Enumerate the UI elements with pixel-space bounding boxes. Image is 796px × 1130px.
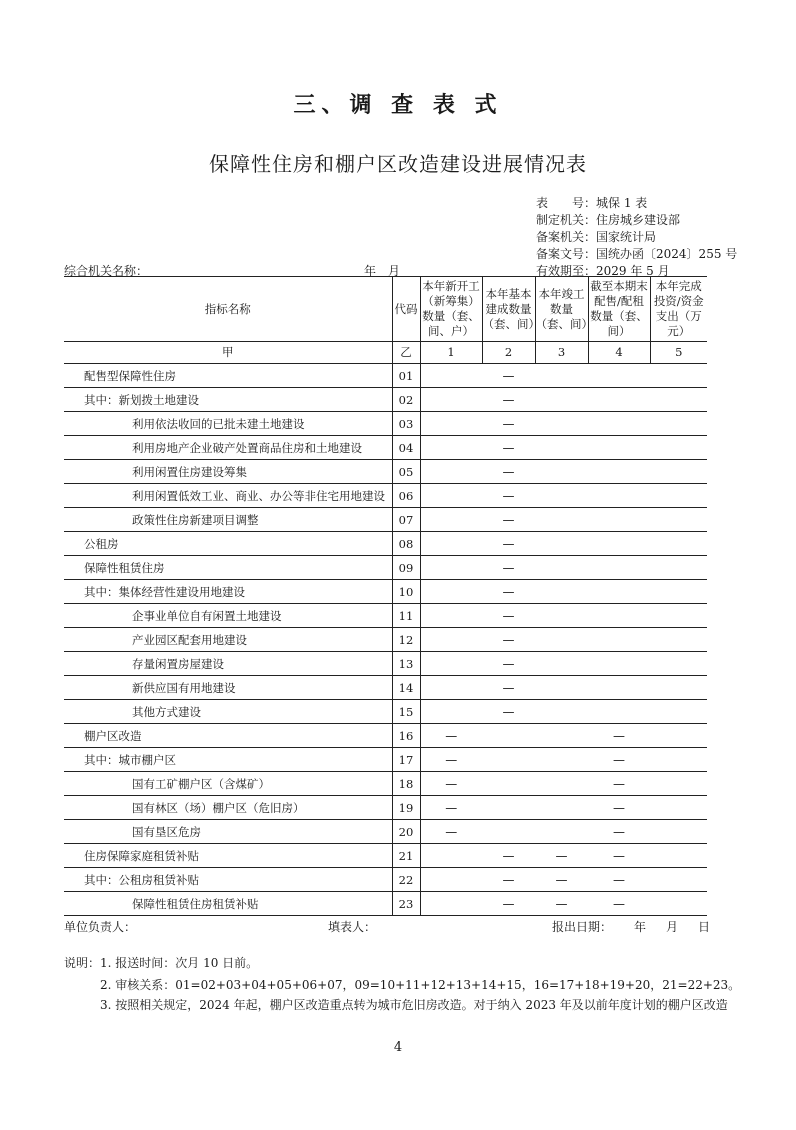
cell[interactable] [535,724,588,748]
meta-value: 国家统计局 [596,230,657,244]
cell-dash: — [482,652,535,676]
table-row [64,484,707,508]
row-code: 08 [392,532,420,556]
row-name: 公租房 [64,532,392,556]
cell-dash: — [482,604,535,628]
report-year-label: 年 [634,920,647,934]
cell-dash: — [420,820,482,844]
cell[interactable] [650,532,707,556]
cell[interactable] [535,772,588,796]
cell-dash: — [482,580,535,604]
cell-dash: — [482,412,535,436]
cell[interactable] [420,388,482,412]
cell[interactable] [535,796,588,820]
cell-dash: — [420,796,482,820]
note-2: 2. 审核关系：01=02+03+04+05+06+07，09=10+11+12+13+14+15，16=17+18+19+20，21=22+23。 [100,978,741,992]
cell[interactable] [650,460,707,484]
cell[interactable] [650,580,707,604]
table-row [64,532,707,556]
cell-dash: — [482,508,535,532]
header-col-1: 本年新开工（新筹集）数量（套、间、户） [420,277,482,342]
row-code: 10 [392,580,420,604]
index-row [64,342,707,364]
header-row [64,277,707,342]
cell[interactable] [650,868,707,892]
cell[interactable] [482,772,535,796]
row-code: 01 [392,364,420,388]
cell[interactable] [535,820,588,844]
cell[interactable] [588,580,650,604]
row-code: 17 [392,748,420,772]
cell[interactable] [535,628,588,652]
cell-dash: — [535,892,588,916]
table-row [64,892,707,916]
cell-dash: — [588,868,650,892]
cell[interactable] [650,676,707,700]
cell[interactable] [650,820,707,844]
cell[interactable] [588,388,650,412]
row-code: 15 [392,700,420,724]
table-row [64,412,707,436]
header-code: 代码 [392,277,420,342]
cell[interactable] [420,844,482,868]
row-name: 棚户区改造 [64,724,392,748]
cell-dash: — [482,484,535,508]
index-cell: 乙 [392,342,420,364]
cell[interactable] [535,556,588,580]
row-code: 19 [392,796,420,820]
row-code: 03 [392,412,420,436]
table-row [64,556,707,580]
header-col-3: 本年竣工数量（套、间） [535,277,588,342]
cell-dash: — [588,724,650,748]
table-row [64,436,707,460]
cell[interactable] [650,628,707,652]
table-row [64,364,707,388]
cell-dash: — [535,844,588,868]
cell-dash: — [482,892,535,916]
row-name: 其中：集体经营性建设用地建设 [64,580,392,604]
row-name: 利用依法收回的已批未建土地建设 [64,412,392,436]
cell-dash: — [482,676,535,700]
row-code: 20 [392,820,420,844]
cell[interactable] [535,388,588,412]
cell[interactable] [420,460,482,484]
row-name: 其中：公租房租赁补贴 [64,868,392,892]
cell[interactable] [420,676,482,700]
cell[interactable] [650,700,707,724]
cell[interactable] [420,484,482,508]
row-code: 12 [392,628,420,652]
cell-dash: — [482,532,535,556]
cell[interactable] [588,652,650,676]
index-cell: 3 [535,342,588,364]
cell[interactable] [535,532,588,556]
row-name: 新供应国有用地建设 [64,676,392,700]
row-name: 利用房地产企业破产处置商品住房和土地建设 [64,436,392,460]
form-title: 保障性住房和棚户区改造建设进展情况表 [209,152,587,176]
cell[interactable] [482,748,535,772]
cell[interactable] [588,436,650,460]
row-code: 18 [392,772,420,796]
row-code: 23 [392,892,420,916]
note-3: 3. 按照相关规定，2024 年起，棚户区改造重点转为城市危旧房改造。对于纳入 2023 年及以前年度计划的棚户区改造 [100,998,728,1012]
statistics-table [64,276,707,916]
cell[interactable] [535,364,588,388]
cell-dash: — [420,772,482,796]
note-1: 说明：1. 报送时间：次月 10 日前。 [64,956,259,970]
row-code: 11 [392,604,420,628]
cell[interactable] [535,436,588,460]
cell[interactable] [420,868,482,892]
unit-leader-label: 单位负责人： [64,920,137,934]
meta-filing-number [536,245,737,262]
meta-key: 备案机关： [536,230,597,244]
cell-dash: — [588,844,650,868]
cell[interactable] [588,604,650,628]
cell-dash: — [482,868,535,892]
cell[interactable] [420,556,482,580]
cell-dash: — [535,868,588,892]
cell[interactable] [650,412,707,436]
cell-dash: — [482,460,535,484]
row-name: 利用闲置住房建设筹集 [64,460,392,484]
row-code: 02 [392,388,420,412]
cell[interactable] [535,652,588,676]
cell-dash: — [420,748,482,772]
row-name: 国有垦区危房 [64,820,392,844]
table-row [64,700,707,724]
table-row [64,460,707,484]
table-row [64,676,707,700]
row-code: 06 [392,484,420,508]
table-row [64,748,707,772]
meta-value: 国统办函〔2024〕255 号 [596,247,738,261]
row-name: 政策性住房新建项目调整 [64,508,392,532]
table-row [64,868,707,892]
report-month-label: 月 [666,920,679,934]
row-code: 16 [392,724,420,748]
cell[interactable] [588,556,650,580]
cell-dash: — [588,748,650,772]
table-row [64,604,707,628]
cell[interactable] [535,748,588,772]
cell[interactable] [420,604,482,628]
cell-dash: — [482,628,535,652]
cell[interactable] [535,412,588,436]
cell[interactable] [535,484,588,508]
meta-issuing-authority [536,211,680,228]
report-day-label: 日 [698,920,711,934]
org-name-label: 综合机关名称： [64,264,149,278]
year-month-label: 年 月 [364,264,401,278]
row-code: 05 [392,460,420,484]
table-row [64,388,707,412]
cell[interactable] [588,460,650,484]
cell-dash: — [482,388,535,412]
cell[interactable] [650,844,707,868]
row-code: 22 [392,868,420,892]
index-cell: 4 [588,342,650,364]
row-code: 13 [392,652,420,676]
index-cell: 2 [482,342,535,364]
cell[interactable] [650,892,707,916]
header-col-2: 本年基本建成数量（套、间） [482,277,535,342]
cell[interactable] [588,508,650,532]
page-number: 4 [393,1040,403,1055]
row-code: 09 [392,556,420,580]
row-name: 其中：城市棚户区 [64,748,392,772]
meta-form-number [536,194,647,211]
header-col-4: 截至本期末配售/配租数量（套、间） [588,277,650,342]
row-code: 21 [392,844,420,868]
cell-dash: — [482,556,535,580]
table-row [64,508,707,532]
meta-value: 城保 1 表 [596,196,648,210]
cell-dash: — [588,892,650,916]
meta-filing-authority [536,228,656,245]
table-row [64,820,707,844]
row-code: 14 [392,676,420,700]
cell[interactable] [420,628,482,652]
cell[interactable] [650,556,707,580]
row-name: 利用闲置低效工业、商业、办公等非住宅用地建设 [64,484,392,508]
row-code: 04 [392,436,420,460]
report-date-label: 报出日期： [552,920,613,934]
cell-dash: — [482,844,535,868]
cell[interactable] [588,364,650,388]
cell[interactable] [650,772,707,796]
cell[interactable] [650,484,707,508]
row-code: 07 [392,508,420,532]
cell[interactable] [650,748,707,772]
cell[interactable] [420,700,482,724]
cell[interactable] [420,364,482,388]
meta-key: 备案文号： [536,247,597,261]
cell[interactable] [420,532,482,556]
index-cell: 1 [420,342,482,364]
row-name: 其中：新划拨土地建设 [64,388,392,412]
cell[interactable] [650,388,707,412]
row-name: 国有林区（场）棚户区（危旧房） [64,796,392,820]
section-heading: 三、调 查 表 式 [293,93,503,118]
cell[interactable] [420,436,482,460]
cell[interactable] [535,460,588,484]
cell-dash: — [482,436,535,460]
table-row [64,772,707,796]
cell[interactable] [482,796,535,820]
cell[interactable] [420,508,482,532]
cell[interactable] [482,820,535,844]
cell-dash: — [588,796,650,820]
cell[interactable] [588,628,650,652]
cell[interactable] [588,676,650,700]
row-name: 国有工矿棚户区（含煤矿） [64,772,392,796]
table-row [64,796,707,820]
cell[interactable] [588,700,650,724]
cell[interactable] [650,436,707,460]
meta-key: 表 号： [536,196,597,210]
row-name: 存量闲置房屋建设 [64,652,392,676]
row-name: 其他方式建设 [64,700,392,724]
row-name: 住房保障家庭租赁补贴 [64,844,392,868]
cell-dash: — [588,820,650,844]
cell[interactable] [588,532,650,556]
cell[interactable] [420,892,482,916]
table-row [64,844,707,868]
cell-dash: — [482,364,535,388]
cell[interactable] [588,484,650,508]
table-row [64,724,707,748]
meta-key: 有效期至： [536,264,597,278]
cell[interactable] [535,580,588,604]
meta-value: 住房城乡建设部 [596,213,681,227]
index-cell: 5 [650,342,707,364]
row-name: 产业园区配套用地建设 [64,628,392,652]
cell[interactable] [650,364,707,388]
header-col-5: 本年完成投资/资金支出（万元） [650,277,707,342]
cell-dash: — [420,724,482,748]
cell[interactable] [650,724,707,748]
cell[interactable] [535,604,588,628]
cell[interactable] [535,508,588,532]
cell[interactable] [420,652,482,676]
cell[interactable] [588,412,650,436]
row-name: 配售型保障性住房 [64,364,392,388]
row-name: 保障性租赁住房 [64,556,392,580]
filler-label: 填表人： [328,920,377,934]
cell[interactable] [650,604,707,628]
row-name: 企事业单位自有闲置土地建设 [64,604,392,628]
meta-value: 2029 年 5 月 [596,264,670,278]
row-name: 保障性租赁住房租赁补贴 [64,892,392,916]
cell[interactable] [535,700,588,724]
index-cell: 甲 [64,342,392,364]
table-row [64,652,707,676]
cell[interactable] [650,796,707,820]
cell[interactable] [420,412,482,436]
table-row [64,580,707,604]
meta-key: 制定机关： [536,213,597,227]
cell[interactable] [482,724,535,748]
cell[interactable] [650,652,707,676]
cell[interactable] [650,508,707,532]
cell-dash: — [482,700,535,724]
cell-dash: — [588,772,650,796]
cell[interactable] [420,580,482,604]
cell[interactable] [535,676,588,700]
table-row [64,628,707,652]
header-indicator-name: 指标名称 [64,277,392,342]
